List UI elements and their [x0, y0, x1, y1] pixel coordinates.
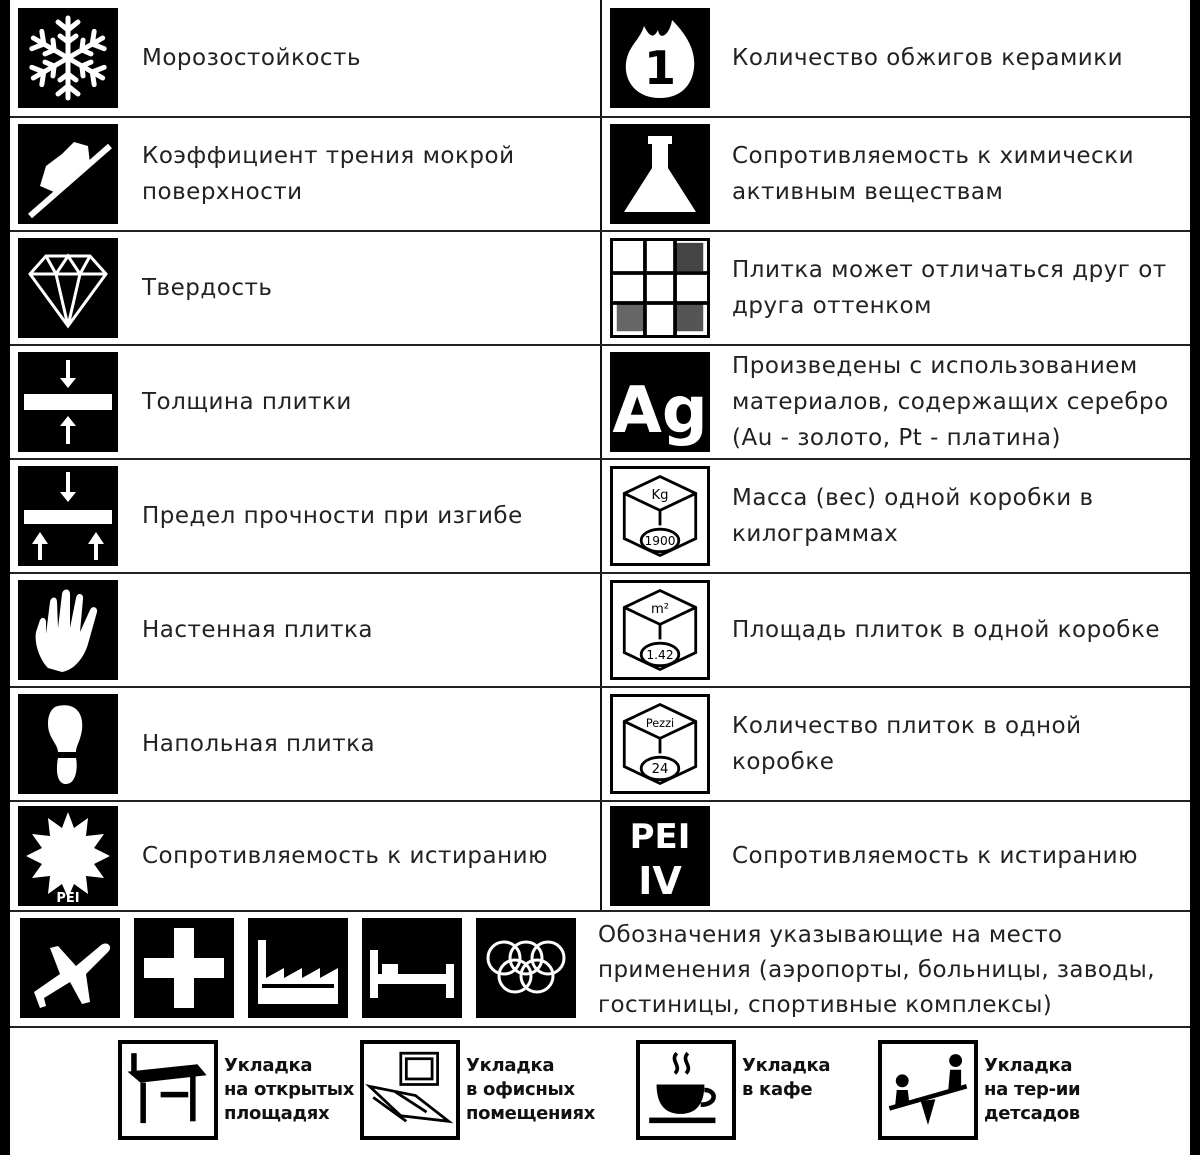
legend-row [10, 458, 1190, 572]
firing-count-icon [610, 8, 710, 108]
legend-cell [602, 802, 1190, 910]
legend-label: Настенная плитка [142, 617, 373, 643]
svg-text:PEI: PEI [56, 891, 80, 906]
box-area-icon [610, 580, 710, 680]
legend-label: Сопротивляемость к химически активным веществам [732, 143, 1135, 205]
legend-cell [602, 346, 1190, 458]
legend-row [10, 686, 1190, 800]
legend-cell [602, 118, 1190, 230]
footprint-icon [18, 694, 118, 794]
legend-cell [10, 802, 600, 910]
legend-cell [10, 0, 600, 116]
svg-text:Ag: Ag [612, 374, 708, 448]
legend-label: Количество обжигов керамики [732, 45, 1124, 71]
office-computer-icon [360, 1040, 460, 1140]
legend-label: Предел прочности при изгибе [142, 503, 523, 529]
thickness-icon [18, 352, 118, 452]
legend-row [10, 230, 1190, 344]
factory-icon [248, 918, 348, 1018]
airplane-icon [20, 918, 120, 1018]
snowflake-icon [18, 8, 118, 108]
hand-icon [18, 580, 118, 680]
svg-text:m²: m² [650, 602, 670, 618]
laying-label: Укладка на тер-ии детсадов [984, 1055, 1081, 1124]
legend-label: Напольная плитка [142, 731, 376, 757]
laying-item [878, 1040, 1158, 1144]
legend-cell [10, 574, 600, 686]
svg-text:1.42: 1.42 [646, 648, 674, 663]
cross-icon [134, 918, 234, 1018]
legend-label: Произведены с использованием материалов, содержащих серебро (Au - золото, Pt - платина) [732, 353, 1169, 451]
svg-text:1900: 1900 [644, 534, 676, 549]
legend-row [10, 572, 1190, 686]
legend-row [10, 116, 1190, 230]
legend-label: Количество плиток в одной коробке [732, 713, 1082, 775]
section-divider [10, 1026, 1190, 1028]
legend-label: Твердость [142, 275, 273, 301]
legend-cell [10, 118, 600, 230]
legend-sheet [10, 0, 1190, 1155]
laying-item [636, 1040, 876, 1144]
svg-text:IV: IV [638, 859, 682, 903]
laying-item [118, 1040, 378, 1144]
bed-icon [362, 918, 462, 1018]
legend-label: Сопротивляемость к истиранию [142, 843, 548, 869]
svg-text:Pezzi: Pezzi [645, 717, 675, 731]
legend-label: Площадь плиток в одной коробке [732, 617, 1161, 643]
legend-row [10, 344, 1190, 458]
legend-cell [10, 688, 600, 800]
svg-text:Kg: Kg [651, 488, 669, 504]
legend-label: Толщина плитки [142, 389, 352, 415]
legend-row [10, 800, 1190, 910]
application-caption: Обозначения указывающие на место применения (аэропорты, больницы, заводы, гостиницы, спортивные комплексы) [598, 922, 1155, 1018]
abrasion-burst-icon [18, 806, 118, 906]
diamond-icon [18, 238, 118, 338]
svg-text:PEI: PEI [629, 817, 691, 857]
silver-icon [610, 352, 710, 452]
legend-cell [602, 0, 1190, 116]
svg-text:24: 24 [651, 762, 669, 778]
legend-cell [602, 574, 1190, 686]
shade-grid-icon [610, 238, 710, 338]
laying-item [360, 1040, 620, 1144]
legend-cell [602, 232, 1190, 344]
legend-cell [10, 232, 600, 344]
legend-label: Масса (вес) одной коробки в килограммах [732, 485, 1094, 547]
outdoor-bench-icon [118, 1040, 218, 1140]
legend-label: Плитка может отличаться друг от друга оттенком [732, 257, 1167, 319]
legend-label: Сопротивляемость к истиранию [732, 843, 1138, 869]
legend-cell [10, 346, 600, 458]
box-weight-icon [610, 466, 710, 566]
flask-icon [610, 124, 710, 224]
legend-label: Коэффициент трения мокрой поверхности [142, 143, 515, 205]
legend-cell [602, 688, 1190, 800]
box-count-icon [610, 694, 710, 794]
laying-label: Укладка в офисных помещениях [466, 1055, 596, 1124]
legend-cell [602, 460, 1190, 572]
legend-label: Морозостойкость [142, 45, 362, 71]
seesaw-icon [878, 1040, 978, 1140]
laying-label: Укладка на открытых площадях [224, 1055, 355, 1124]
legend-row [10, 0, 1190, 116]
olympic-rings-icon [476, 918, 576, 1018]
pei-iv-icon [610, 806, 710, 906]
laying-label: Укладка в кафе [742, 1055, 831, 1100]
legend-cell [10, 460, 600, 572]
coffee-cup-icon [636, 1040, 736, 1140]
svg-text:1: 1 [643, 41, 677, 95]
bending-strength-icon [18, 466, 118, 566]
wet-friction-icon [18, 124, 118, 224]
